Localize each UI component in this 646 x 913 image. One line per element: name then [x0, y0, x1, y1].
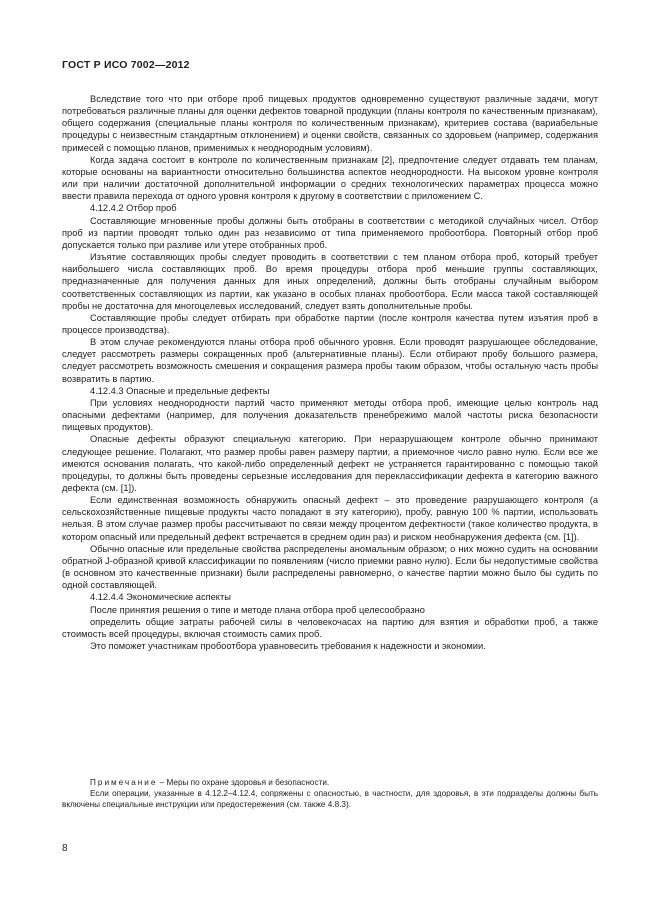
section-heading: 4.12.4.4 Экономические аспекты [90, 592, 231, 603]
paragraph: Изъятие составляющих пробы следует проводить в соответствии с тем планом отбора проб, который требует наибольшего числа составляющих проб. Во время процедуры отбора проб меньшие группы составляющих, предназначенные для получения данных для иных определений, должны быть отобраны случайным выбором соответственных составляющих из партии, как указано в особых планах пробоотбора. Если масса такой составляющей пробы не достаточна для многоцелевых исследований, следует взять дополнительные пробы. [62, 252, 598, 311]
paragraph: Если единственная возможность обнаружить опасный дефект – это проведение разрушающего контроля (а сельскохозяйственные пищевые продукты часто попадают в эту категорию), пробу, равную 100 % партии, использовать нельзя. В этом случае размер пробы рассчитывают по связи между процентом дефектности (такое количество продукта, в котором опасный или предельный дефект встречается в среднем один раз) и риском необнаружения дефекта (см. [1]). [62, 495, 598, 542]
note-title-text: – Меры по охране здоровья и безопасности. [157, 778, 330, 787]
document-header: ГОСТ Р ИСО 7002—2012 [62, 59, 190, 71]
paragraph: Составляющие мгновенные пробы должны быть отобраны в соответствии с методикой случайных чисел. Отбор проб из партии проводят только один раз независимо от типа применяемого пробоотбора. Повторный отбор проб допускается только при разливе или утере отобранных проб. [62, 215, 598, 250]
paragraph: Когда задача состоит в контроле по количественным признакам [2], предпочтение следует отдавать тем планам, которые основаны на вариантности относительно большинства аспектов неоднородности. На высоком уровне контроля или при наличии достаточной дополнительной информации о средних технологических параметрах процесса можно ввести правила перехода от одного уровня контроля к другому в соответствии с приложением С. [62, 154, 598, 202]
page-number: 8 [62, 843, 68, 854]
note-title [62, 777, 598, 788]
paragraph: Обычно опасные или предельные свойства распределены аномальным образом; о них можно судить на основании обратной J-образной кривой классификации по появлениям (число приемки равно нулю). Если бы недопустимые свойства (в основном это качественные признаки) были распределены равномерно, о качестве партии можно было бы судить по одной составляющей. [62, 543, 598, 591]
note-body: Если операции, указанные в 4.12.2–4.12.4, сопряжены с опасностью, в частности, для здоровья, в эти подразделы должны быть включены специальные инструкции или предостережения (см. также 4.8.3). [62, 789, 598, 809]
section-heading: 4.12.4.2 Отбор проб [90, 203, 177, 214]
main-text [62, 93, 598, 652]
paragraph: В этом случае рекомендуются планы отбора проб обычного уровня. Если проводят разрушающее обследование, следует рассмотреть размеры сокращенных проб (альтернативные планы). Если отбирают пробу большого размера, следует рассмотреть возможность смешения и сокращения размера пробы таким образом, чтобы остальную часть пробы возвратить в партию. [62, 337, 598, 384]
paragraph: Это поможет участникам пробоотбора уравновесить требования к надежности и экономии. [90, 641, 486, 652]
note-label: Примечание [90, 778, 158, 787]
paragraph: При условиях неоднородности партий часто применяют методы отбора проб, имеющие целью контроль над опасными дефектами (например, для получения доказательств пренебрежимо малой частоты риска безопасности пищевых продуктов). [62, 397, 598, 433]
section-heading: 4.12.4.3 Опасные и предельные дефекты [90, 385, 270, 396]
paragraph: Вследствие того что при отборе проб пищевых продуктов одновременно существуют различные задачи, могут потребоваться различные планы для оценки дефектов товарной продукции (планы контроля по качественным признакам), общего содержания (специальные планы контроля по количественным признакам), критериев состава (вариабельные процедуры с неизвестным стандартным отклонением) и оценки свойств, связанных со здоровьем (например, содержания примесей с помощью планов, применимых к неоднородным условиям). [62, 94, 598, 153]
paragraph: Составляющие пробы следует отбирать при обработке партии (после контроля качества путем изъятия проб в процессе производства). [62, 312, 598, 335]
paragraph: После принятия решения о типе и методе плана отбора проб целесообразно [90, 604, 425, 615]
paragraph: определить общие затраты рабочей силы в человекочасах на партию для взятия и обработки проб, а также стоимость всей процедуры, включая стоимость самих проб. [62, 616, 598, 639]
paragraph: Опасные дефекты образуют специальную категорию. При неразрушающем контроле обычно принимают следующее решение. Полагают, что размер пробы равен размеру партии, а приемочное число равно нулю. Если все же имеются основания полагать, что какой-либо определенный дефект не устраняется гарантированно с помощью такой процедуры, то должны быть проведены серьезные исследования для переклассификации дефекта в категорию важного дефекта (см. [1]). [62, 434, 598, 493]
note-block [62, 777, 598, 810]
